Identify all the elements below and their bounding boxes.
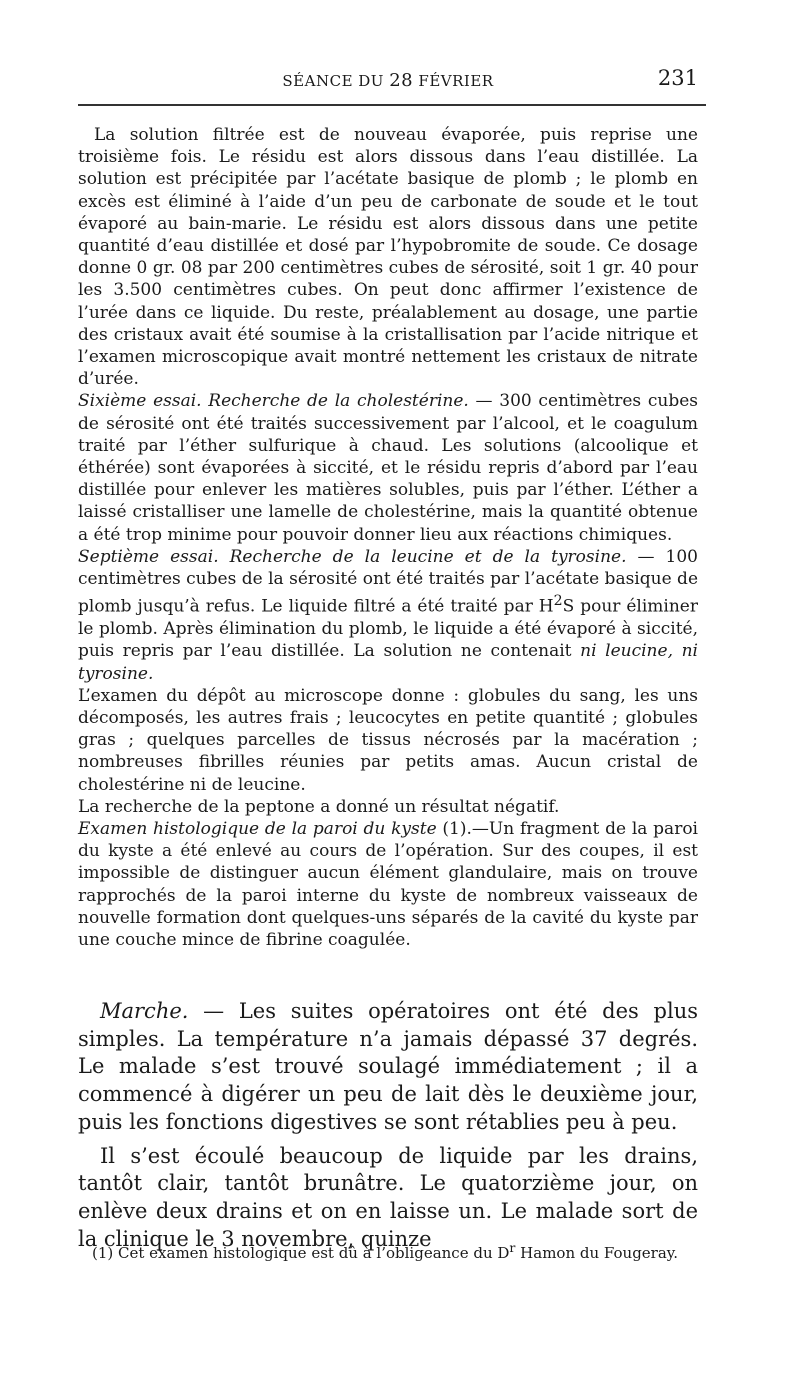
page-number: 231 — [657, 66, 698, 90]
header-title-month: FÉVRIER — [418, 72, 494, 90]
paragraph-marche — [78, 998, 698, 1137]
section-title-marche: Marche. — [100, 999, 189, 1023]
paragraph-drains: Il s’est écoulé beaucoup de liquide par les drains, tantôt clair, tantôt brunâtre. Le quatorzième jour, on enlève deux drains et on en laisse un. Le malade sort de la clinique le 3 novembre, quinze — [78, 1143, 698, 1251]
paragraph-peptone: La recherche de la peptone a donné un résultat négatif. — [78, 796, 560, 817]
paragraph-text: S pour éliminer le plomb. Après élimination du plomb, le liquide a été évaporé à siccité, puis repris par l’eau distillée. La solution ne contenait — [78, 596, 698, 662]
superscript: 2 — [553, 593, 563, 610]
small-text-section — [78, 124, 698, 951]
paragraph-septieme-essai — [78, 546, 698, 685]
paragraph-examen-depot: L’examen du dépôt au microscope donne : globules du sang, les uns décomposés, les autres frais ; leucocytes en petite quantité ; globules gras ; quelques parcelles de tissus nécrosés par la macération ; nombreuses fibrilles réunies par petits amas. Aucun cristal de cholestérine ni de leucine. — [78, 685, 698, 795]
paragraph-text: (1).—Un fragment de la paroi du kyste a été enlevé au cours de l’opération. Sur des coupes, il est impossible de distinguer aucun élément glandulaire, mais on trouve rapprochés de la paroi interne du kyste de nombreux vaisseaux de nouvelle formation dont quelques-uns séparés de la cavité du kyste par une couche mince de fibrine coagulée. — [78, 818, 698, 950]
section-title-septieme-essai: Septième essai. Recherche de la leucine et de la tyrosine. — [78, 546, 627, 567]
footnote-text: (1) Cet examen histologique est dû à l’obligeance du D — [92, 1244, 510, 1262]
section-title-examen-histologique: Examen histologique de la paroi du kyste — [78, 818, 437, 839]
paragraph-text: — 300 centimètres cubes de sérosité ont été traités successivement par l’alcool, et le coagulum traité par l’éther sulfurique à chaud. Les solutions (alcoolique et éthérée) sont évaporées à siccité, et le résidu repris d’abord par l’eau distillée pour enlever les matières solubles, puis par l’éther. L’éther a laissé cristalliser une lamelle de cholestérine, mais la quantité obtenue a été trop minime pour pouvoir donner lieu aux réactions chimiques. — [78, 391, 699, 545]
section-title-sixieme-essai: Sixième essai. Recherche de la cholestérine. — [78, 391, 469, 412]
italic-text: ni leucine, ni tyrosine. — [78, 641, 698, 684]
footnote-text-end: Hamon du Fougeray. — [515, 1244, 679, 1262]
paragraph-examen-histologique — [78, 818, 698, 951]
header-title-prefix: SÉANCE DU — [282, 72, 384, 90]
header-rule — [78, 104, 706, 106]
large-text-section — [78, 998, 698, 1259]
paragraph-uree: La solution filtrée est de nouveau évaporée, puis reprise une troisième fois. Le résidu est alors dissous dans l’eau distillée. La solution est précipitée par l’acétate basique de plomb ; le plomb en excès est éliminé à l’aide d’un peu de carbonate de soude et le tout évaporé au bain-marie. Le résidu est alors dissous dans une petite quantité d’eau distillée et dosé par l’hypobromite de soude. Ce dosage donne 0 gr. 08 par 200 centimètres cubes de sérosité, soit 1 gr. 40 pour les 3.500 centimètres cubes. On peut donc affirmer l’existence de l’urée dans ce liquide. Du reste, préalablement au dosage, une partie des cristaux avait été soumise à la cristallisation par l’acide nitrique et l’examen microscopique avait montré nettement les cristaux de nitrate d’urée. — [78, 125, 698, 390]
header-title — [78, 70, 698, 91]
header-title-day: 28 — [389, 70, 414, 91]
paragraph-sixieme-essai — [78, 390, 698, 545]
footnote — [92, 1238, 702, 1263]
running-header — [78, 66, 698, 96]
paragraph-text: — Les suites opératoires ont été des plus simples. La température n’a jamais dépassé 37 degrés. Le malade s’est trouvé soulagé immédiatement ; il a commencé à digérer un peu de lait dès le deuxième jour, puis les fonctions digestives se sont rétablies peu à peu. — [78, 999, 698, 1134]
footnote-superscript: r — [509, 1240, 516, 1255]
paragraph-text: — 100 centimètres cubes de la sérosité ont été traités par l’acétate basique de plomb jusqu’à refus. Le liquide filtré a été traité par H — [78, 546, 698, 617]
